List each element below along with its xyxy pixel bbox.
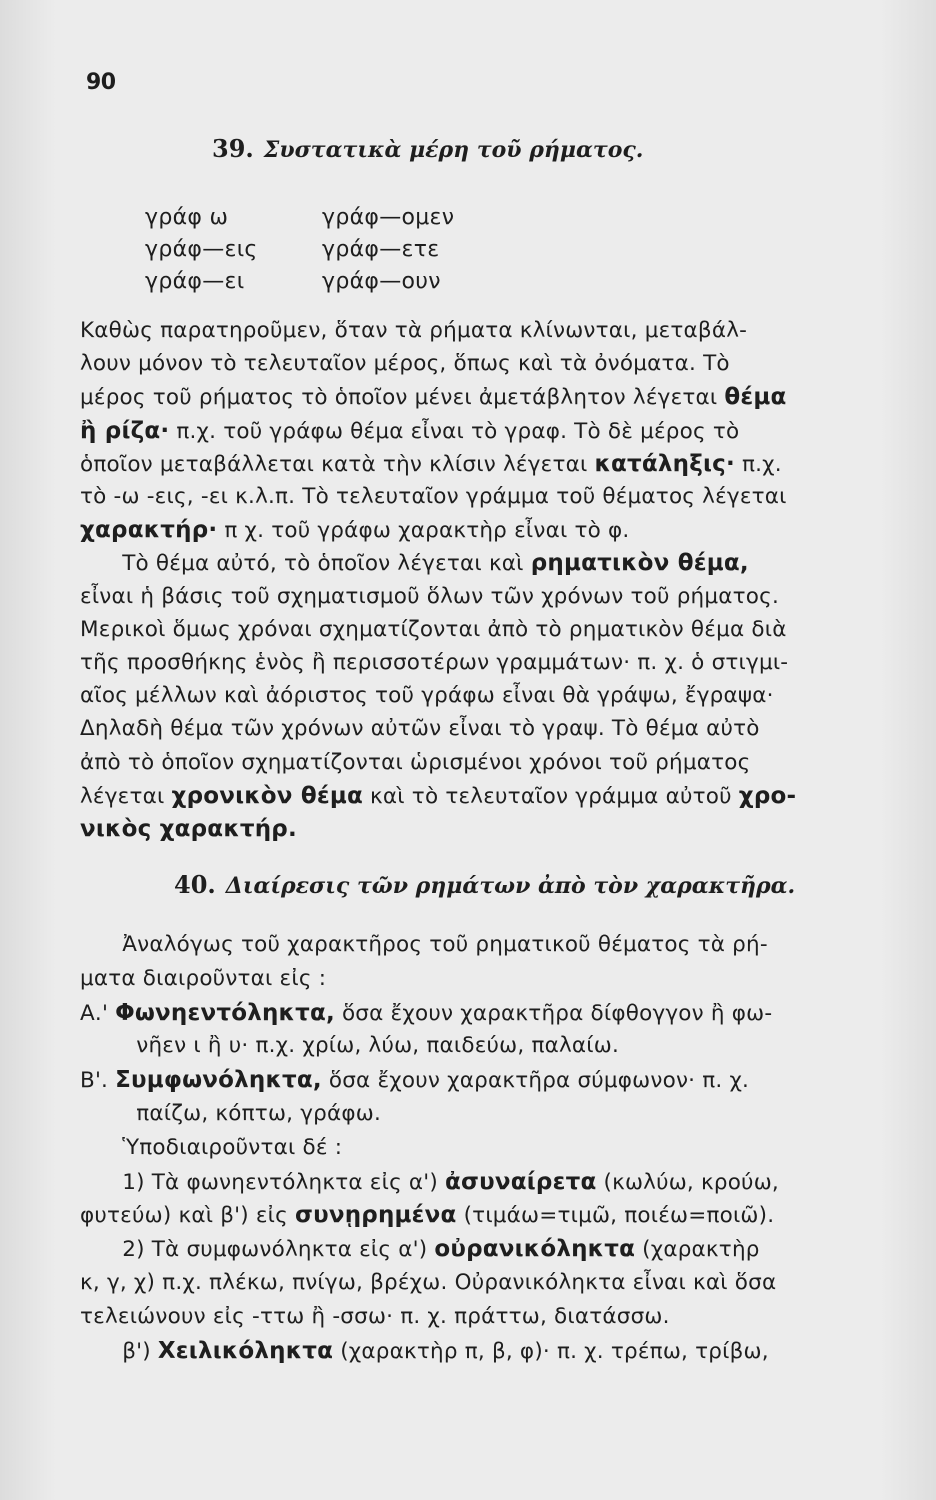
bold-term: Συμφωνόληκτα, (115, 1067, 322, 1094)
conjugation-plural-1: γράφ—ομεν (322, 205, 455, 230)
section-39-title: Συστατικὰ μέρη τοῦ ρήματος. (263, 137, 644, 163)
bold-term: οὐρανικόληκτα (434, 1236, 636, 1263)
section-40-line (80, 1338, 880, 1364)
section-39-number: 39. (212, 134, 254, 163)
section-39-line (80, 351, 880, 376)
conjugation-singular-2: γράφ—εις (145, 237, 258, 262)
bold-term: χρονικὸν θέμα (171, 782, 364, 809)
section-40-heading (174, 870, 795, 899)
text-run: αῖος μέλλων καὶ ἀόριστος τοῦ γράφω εἶναι θὰ γράψω, ἔγραψα· (80, 683, 774, 709)
bold-term: χρο- (738, 782, 797, 809)
section-39-line (80, 683, 880, 708)
page-number: 90 (86, 70, 116, 95)
text-run: (χαρακτὴρ (635, 1237, 760, 1263)
text-run: λέγεται (80, 783, 172, 809)
conjugation-singular-1: γράφ ω (145, 205, 229, 230)
text-run: Δηλαδὴ θέμα τῶν χρόνων αὐτῶν εἶναι τὸ γραψ. Τὸ θέμα αὐτὸ (80, 716, 760, 742)
section-40-line (80, 932, 880, 957)
text-run: π.χ. τοῦ γράφω θέμα εἶναι τὸ γραφ. Τὸ δὲ μέρος τὸ (169, 418, 740, 444)
section-39-line (80, 816, 880, 842)
text-run: Μερικοὶ ὅμως χρόναι σχηματίζονται ἀπὸ τὸ ρηματικὸν θέμα διὰ (80, 616, 787, 642)
text-run: Β'. (80, 1068, 116, 1094)
text-run: τῆς προσθήκης ἑνὸς ἢ περισσοτέρων γραμμάτων· π. χ. ὁ στιγμι- (80, 650, 789, 675)
bold-term: συνῃρημένα (295, 1202, 457, 1229)
section-39-line (80, 750, 880, 775)
text-run: Ὑποδιαιροῦνται δέ : (80, 1134, 343, 1160)
text-run: β') (80, 1338, 158, 1364)
section-39-line (80, 650, 880, 675)
section-39-line (80, 384, 880, 410)
section-39-line (80, 451, 880, 477)
text-run: εἶναι ἡ βάσις τοῦ σχηματισμοῦ ὅλων τῶν χρόνων τοῦ ρήματος. (80, 583, 779, 609)
section-39-line (80, 318, 880, 343)
conjugation-plural-2: γράφ—ετε (322, 237, 440, 262)
section-39-line (80, 550, 880, 576)
section-40-line (80, 1270, 880, 1295)
section-40-line (80, 966, 880, 991)
bold-term: κατάληξις· (594, 450, 735, 477)
text-run: μέρος τοῦ ρήματος τὸ ὁποῖον μένει ἀμετάβλητον λέγεται (80, 385, 725, 411)
text-run: 2) Τὰ συμφωνόληκτα εἰς α') (80, 1237, 435, 1263)
text-run: λουν μόνον τὸ τελευταῖον μέρος, ὅπως καὶ τὰ ὀνόματα. Τὸ (80, 351, 730, 377)
text-run: ματα διαιροῦνται εἰς : (80, 965, 327, 991)
section-40-line (80, 1067, 880, 1093)
section-40-line (80, 1101, 880, 1126)
bold-term: Χειλικόληκτα (157, 1337, 334, 1364)
text-run: 1) Τὰ φωνηεντόληκτα εἰς α') (80, 1169, 446, 1195)
section-40-line (80, 1304, 880, 1329)
text-run: παίζω, κόπτω, γράφω. (80, 1101, 381, 1126)
bold-term: θέμα (724, 384, 787, 411)
text-run: Τὸ θέμα αὐτό, τὸ ὁποῖον λέγεται καὶ (80, 551, 531, 577)
text-run: ὅσα ἔχουν χαρακτῆρα δίφθογγον ἢ φω- (334, 1000, 773, 1026)
bold-term: ἢ ρίζα· (80, 417, 170, 444)
section-39-line (80, 783, 880, 809)
section-39-line (80, 418, 880, 444)
text-run: Ἀναλόγως τοῦ χαρακτῆρος τοῦ ρηματικοῦ θέματος τὰ ρή- (80, 932, 768, 957)
section-40-line (80, 1135, 880, 1160)
section-39-heading (212, 134, 643, 163)
section-39-line (80, 584, 880, 609)
section-40-number: 40. (174, 870, 216, 899)
bold-term: ρηματικὸν θέμα, (530, 550, 749, 577)
text-run: νῆεν ι ἢ υ· π.χ. χρίω, λύω, παιδεύω, παλαίω. (80, 1033, 619, 1059)
text-run: (τιμάω=τιμῶ, ποιέω=ποιῶ). (456, 1203, 775, 1229)
conjugation-singular-3: γράφ—ει (145, 269, 245, 294)
text-run: (χαρακτὴρ π, β, φ)· π. χ. τρέπω, τρίβω, (333, 1338, 769, 1364)
section-40-line (80, 1202, 880, 1228)
bold-term: χαρακτήρ· (80, 517, 218, 544)
text-run: κ, γ, χ) π.χ. πλέκω, πνίγω, βρέχω. Οὐρανικόληκτα εἶναι καὶ ὅσα (80, 1270, 777, 1295)
section-40-line (80, 1169, 880, 1195)
text-run: φυτεύω) καὶ β') εἰς (80, 1203, 296, 1229)
text-run: π.χ. (734, 451, 782, 477)
section-40-line (80, 1033, 880, 1058)
text-run: τὸ -ω -εις, -ει κ.λ.π. Τὸ τελευταῖον γράμμα τοῦ θέματος λέγεται (80, 484, 787, 509)
section-40-line (80, 1236, 880, 1262)
section-39-line (80, 716, 880, 741)
text-run: (κωλύω, κρούω, (596, 1169, 779, 1195)
section-39-line (80, 517, 880, 543)
text-run: ἀπὸ τὸ ὁποῖον σχηματίζονται ὡρισμένοι χρόνοι τοῦ ρήματος (80, 749, 751, 775)
bold-term: Φωνηεντόληκτα, (115, 999, 335, 1026)
conjugation-plural-3: γράφ—ουν (322, 269, 441, 294)
text-run: Καθὼς παρατηροῦμεν, ὅταν τὰ ρήματα κλίνωνται, μεταβάλ- (80, 318, 748, 343)
bold-term: ἀσυναίρετα (445, 1168, 597, 1195)
text-run: τελειώνουν εἰς -ττω ἢ -σσω· π. χ. πράττω, διατάσσω. (80, 1303, 670, 1329)
text-run: καὶ τὸ τελευταῖον γράμμα αὐτοῦ (363, 783, 739, 809)
section-39-line (80, 617, 880, 642)
section-39-line (80, 484, 880, 509)
section-40-title: Διαίρεσις τῶν ρημάτων ἀπὸ τὸν χαρακτῆρα. (225, 873, 796, 899)
section-40-line (80, 1000, 880, 1026)
bold-term: νικὸς χαρακτήρ. (80, 816, 297, 842)
text-run: π χ. τοῦ γράφω χαρακτὴρ εἶναι τὸ φ. (217, 518, 630, 544)
text-run: ὅσα ἔχουν χαρακτῆρα σύμφωνον· π. χ. (321, 1068, 750, 1094)
text-run: Α.' (80, 1000, 116, 1026)
text-run: ὁποῖον μεταβάλλεται κατὰ τὴν κλίσιν λέγεται (80, 451, 595, 477)
